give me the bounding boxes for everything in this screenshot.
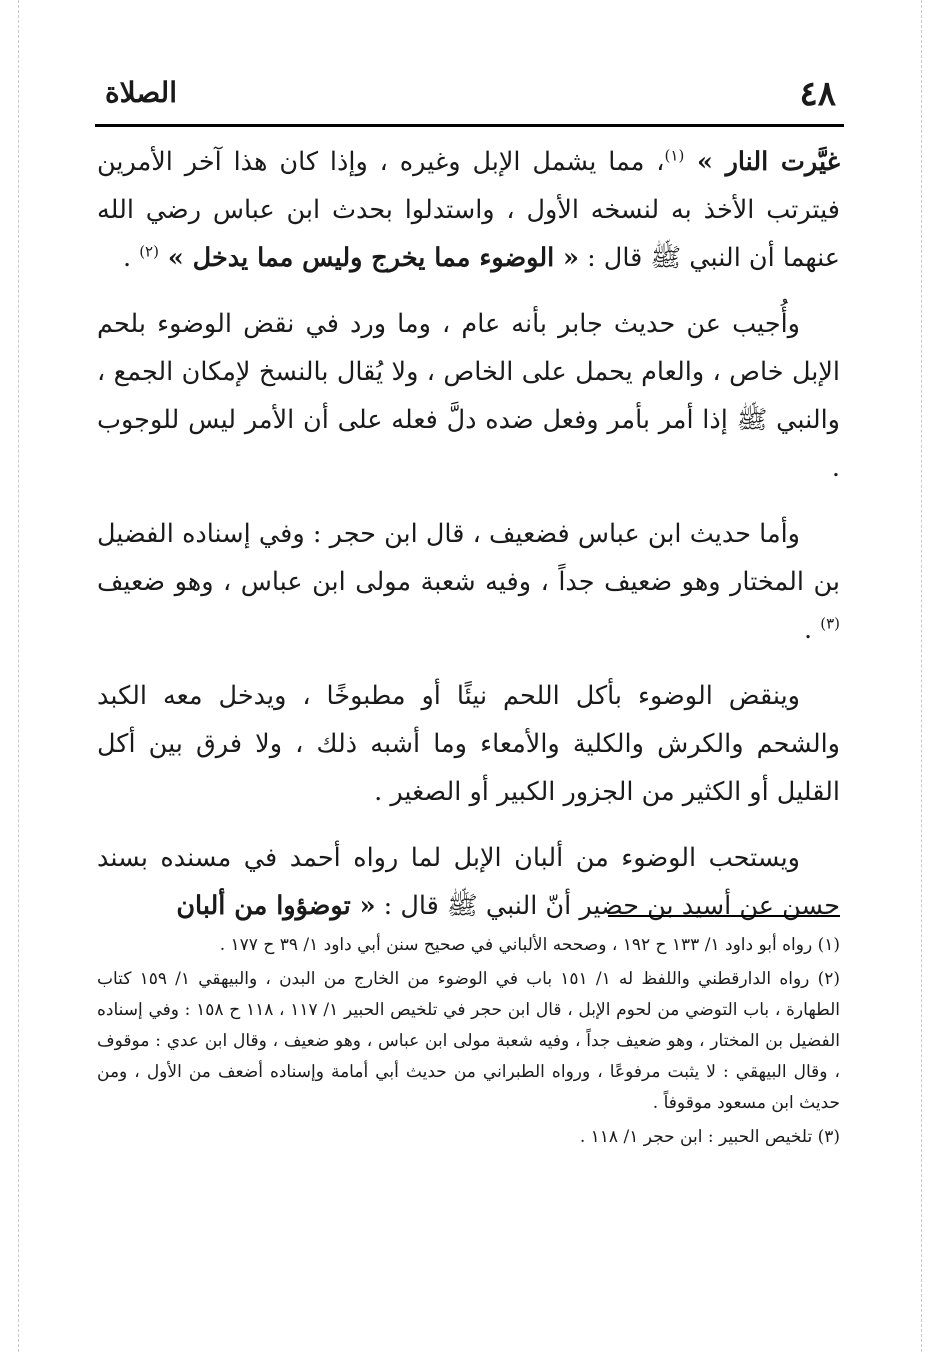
text-run: « توضؤوا من ألبان [176, 891, 376, 921]
text-run: وأما حديث ابن عباس فضعيف ، قال ابن حجر : وفي إسناده الفضيل بن المختار وهو ضعيف جداً ، وفيه شعبة مولى ابن عباس ، وهو ضعيف [97, 519, 840, 597]
text-run: . [804, 615, 821, 645]
paragraph [97, 300, 840, 492]
body-text [97, 138, 840, 948]
footnote-label: (١) [812, 935, 840, 955]
footnote-label: (٣) [812, 1127, 840, 1147]
text-run: غيَّرت النار » [684, 147, 841, 177]
footnote-text: تلخيص الحبير : ابن حجر ١/ ١١٨ . [579, 1127, 813, 1147]
header-rule [95, 124, 844, 127]
footnote [97, 930, 840, 961]
footnote [97, 1122, 840, 1153]
page-number: ٤٨ [799, 74, 836, 114]
text-run: « الوضوء مما يخرج وليس مما يدخل » [158, 243, 579, 273]
text-run: وينقض الوضوء بأكل اللحم نيئًا أو مطبوخًا ، ويدخل معه الكبد والشحم والكرش والكلية والأمعاء وما أشبه ذلك ، ولا فرق بين أكل القليل أو الكثير من الجزور الكبير أو الصغير . [97, 681, 840, 807]
paragraph [97, 510, 840, 654]
chapter-title: الصلاة [105, 76, 177, 109]
text-run: ويستحب الوضوء من ألبان الإبل لما رواه أحمد في مسنده بسند حسن عن أسيد بن حضير أنّ النبي ﷺ قال : [97, 843, 840, 921]
footnote-text: رواه أبو داود ١/ ١٣٣ ح ١٩٢ ، وصححه الألباني في صحيح سنن أبي داود ١/ ٣٩ ح ١٧٧ . [219, 935, 813, 955]
footnote [97, 964, 840, 1119]
page-header [95, 76, 844, 116]
footnote-ref: (٣) [820, 614, 840, 633]
margin-guide-right [921, 0, 922, 1352]
text-run: . [122, 243, 140, 273]
footnote-ref: (١) [664, 146, 685, 165]
footnote-label: (٢) [809, 969, 840, 989]
footnote-separator [608, 915, 840, 917]
margin-guide-left [18, 0, 19, 1352]
paragraph [97, 138, 840, 282]
footnote-ref: (٢) [139, 242, 159, 261]
paragraph [97, 672, 840, 816]
footnotes [97, 930, 840, 1156]
text-run: وأُجيب عن حديث جابر بأنه عام ، وما ورد في نقض الوضوء بلحم الإبل خاص ، والعام يحمل على الخاص ، ولا يُقال بالنسخ لإمكان الجمع ، والنبي ﷺ إذا أمر بأمر وفعل ضده دلَّ فعله على أن الأمر ليس للوجوب . [97, 309, 840, 483]
text-run: ، مما يشمل الإبل وغيره ، وإذا كان هذا آخر الأمرين فيترتب الأخذ به لنسخه الأول ، واستدلوا بحدث ابن عباس رضي الله عنهما أن النبي ﷺ قال : [97, 147, 840, 273]
footnote-text: رواه الدارقطني واللفظ له ١/ ١٥١ باب في الوضوء من الخارج من البدن ، والبيهقي ١/ ١٥٩ كتاب الطهارة ، باب التوضي من لحوم الإبل ، قال ابن حجر في تلخيص الحبير ١/ ١١٧ ، ١١٨ ح ١٥٨ : وفي إسناده الفضيل بن المختار ، وهو ضعيف جداً ، وفيه شعبة مولى ابن عباس ، وهو ضعيف ، وقال ابن عدي : موقوف ، وقال البيهقي : لا يثبت مرفوعًا ، ورواه الطبراني من حديث أبي أمامة وإسناده أضعف من الأول ، ومن حديث ابن مسعود موقوفاً . [97, 969, 841, 1113]
